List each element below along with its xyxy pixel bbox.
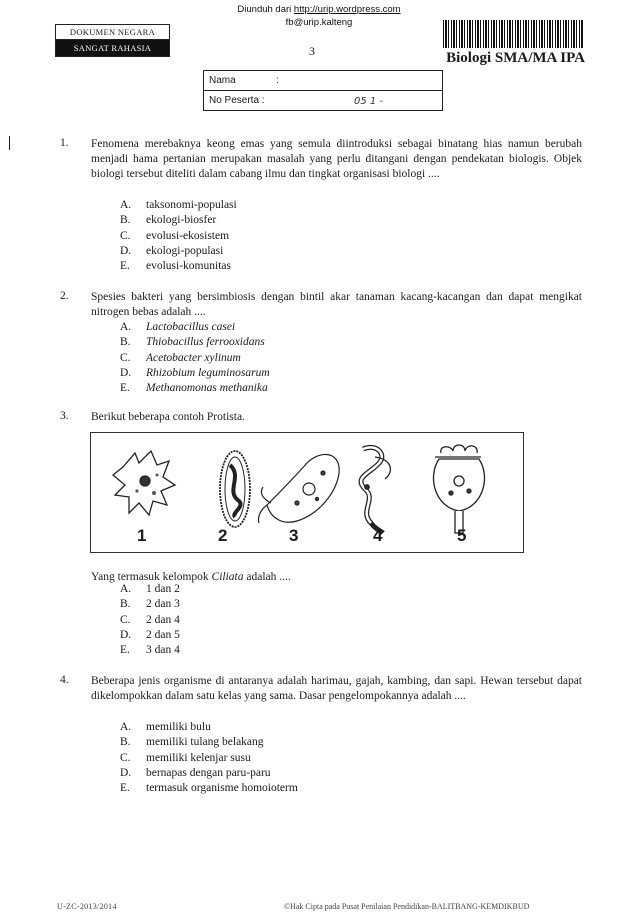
subject-title: Biologi SMA/MA IPA (446, 50, 585, 66)
footer-copyright: ©Hak Cipta pada Pusat Penilaian Pendidikan-BALITBANG-KEMDIKBUD (284, 902, 530, 911)
option[interactable] (120, 582, 180, 597)
name-row[interactable] (204, 71, 442, 90)
option[interactable] (120, 628, 180, 643)
option-text: Thiobacillus ferrooxidans (146, 336, 265, 349)
footer-code: U-ZC-2013/2014 (57, 902, 117, 911)
option[interactable] (120, 720, 298, 735)
option-letter: E. (120, 260, 130, 273)
option-letter: A. (120, 321, 132, 333)
option[interactable] (120, 781, 298, 796)
option[interactable] (120, 320, 270, 335)
option[interactable] (120, 597, 180, 612)
option-text: Rhizobium leguminosarum (146, 366, 270, 379)
option-text: Acetobacter xylinum (146, 351, 241, 364)
name-colon: : (276, 75, 279, 86)
figure-label-4: 4 (373, 526, 383, 545)
option-letter: D. (120, 628, 132, 641)
source-fb: fb@urip.kalteng (285, 17, 353, 28)
stem-after: adalah .... (246, 571, 291, 583)
question-4-text: Beberapa jenis organisme di antaranya adalah harimau, gajah, kambing, dan sapi. Hewan tersebut dapat dikelompokkan dalam satu kelas yang sama. Dasar pengelompokannya adalah .... (91, 675, 582, 703)
option-text: 2 dan 3 (146, 598, 180, 611)
barcode-icon (443, 20, 583, 48)
option-letter: C. (120, 613, 131, 626)
option-text: ekologi-biosfer (146, 214, 217, 227)
option-letter: E. (120, 644, 130, 657)
option[interactable] (120, 643, 180, 658)
margin-mark (9, 136, 10, 150)
option-text: 2 dan 5 (146, 628, 180, 641)
option[interactable] (120, 381, 270, 396)
doc-label: DOKUMEN NEGARA (56, 25, 169, 40)
question-4-number: 4. (60, 674, 69, 686)
option-text: evolusi-komunitas (146, 260, 231, 273)
option-text: Lactobacillus casei (146, 321, 236, 333)
option[interactable] (120, 335, 270, 350)
option[interactable] (120, 766, 298, 781)
number-row[interactable] (204, 90, 442, 110)
option-text: evolusi-ekosistem (146, 229, 230, 242)
amoeba-icon (113, 451, 175, 515)
number-label: No Peserta : (209, 95, 265, 106)
option-letter: E. (120, 782, 130, 795)
question-1-number: 1. (60, 137, 69, 149)
option-text: memiliki bulu (146, 721, 211, 733)
option[interactable] (120, 613, 180, 628)
option-text: Methanomonas methanika (146, 382, 268, 395)
option-letter: B. (120, 598, 131, 611)
page-number: 3 (309, 44, 315, 58)
figure-label-5: 5 (457, 526, 467, 545)
document-classification (55, 24, 170, 57)
option-letter: D. (120, 366, 132, 379)
option-letter: C. (120, 351, 131, 364)
question-4-options (120, 720, 298, 796)
option-text: 3 dan 4 (146, 644, 180, 657)
paramecium-icon (220, 451, 250, 527)
option-letter: B. (120, 214, 131, 227)
question-2-number: 2. (60, 290, 69, 302)
option-text: ekologi-populasi (146, 244, 224, 257)
option[interactable] (120, 229, 237, 244)
question-1-text: Fenomena merebaknya keong emas yang semula diintroduksi sebagai binatang hias namun berubah menjadi hama pertanian merupakan masalah yang perlu ditangani dengan pendekatan biologis. Objek biologi tersebut diteliti dalam cabang ilmu dan tingkat organisasi biologi .... (91, 138, 582, 181)
option-letter: A. (120, 199, 132, 211)
name-label: Nama (209, 75, 236, 86)
question-3-number: 3. (60, 410, 69, 422)
question-3-text: Berikut beberapa contoh Protista. (91, 411, 245, 423)
option-letter: C. (120, 751, 131, 764)
option[interactable] (120, 751, 298, 766)
question-3-options (120, 582, 180, 658)
option[interactable] (120, 351, 270, 366)
flagellate-icon (361, 447, 390, 533)
option-letter: C. (120, 229, 131, 242)
option[interactable] (120, 213, 237, 228)
option-text: 2 dan 4 (146, 613, 180, 626)
option-text: memiliki tulang belakang (146, 736, 264, 749)
option-letter: D. (120, 766, 132, 779)
figure-label-3: 3 (289, 526, 299, 545)
option-letter: A. (120, 583, 132, 595)
vorticella-icon (433, 445, 484, 533)
option[interactable] (120, 735, 298, 750)
option-text: 1 dan 2 (146, 583, 180, 595)
option[interactable] (120, 259, 237, 274)
figure-label-1: 1 (137, 526, 147, 545)
option-text: memiliki kelenjar susu (146, 751, 251, 764)
stem-before: Yang termasuk kelompok (91, 571, 209, 583)
option-letter: E. (120, 382, 130, 395)
identity-box (203, 70, 443, 111)
source-prefix: Diunduh dari (237, 4, 292, 15)
ciliate-icon (258, 454, 339, 523)
figure-label-2: 2 (218, 526, 228, 545)
protista-figure (90, 432, 524, 553)
option[interactable] (120, 366, 270, 381)
option-text: taksonomi-populasi (146, 199, 237, 211)
option[interactable] (120, 244, 237, 259)
option-letter: A. (120, 721, 132, 733)
question-2-options (120, 320, 270, 396)
question-1-options (120, 198, 237, 274)
stem-italic: Ciliata (211, 571, 244, 583)
secret-label: SANGAT RAHASIA (56, 40, 169, 56)
option-text: bernapas dengan paru-paru (146, 766, 271, 779)
source-url[interactable]: http://urip.wordpress.com (293, 4, 401, 15)
option-letter: B. (120, 736, 131, 749)
option[interactable] (120, 198, 237, 213)
option-text: termasuk organisme homoioterm (146, 782, 298, 795)
number-handwritten: 05 1 - (354, 96, 384, 107)
option-letter: B. (120, 336, 131, 349)
option-letter: D. (120, 244, 132, 257)
question-2-text: Spesies bakteri yang bersimbiosis dengan bintil akar tanaman kacang-kacangan dan dapat mengikat nitrogen bebas adalah .... (91, 291, 582, 319)
